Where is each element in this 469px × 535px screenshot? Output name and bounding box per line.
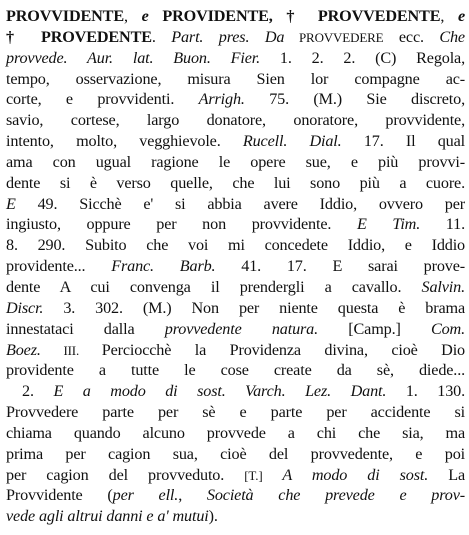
entry-text-segment: Franc. Barb. [111,257,216,276]
entry-text-segment: 3. 302. (M.) Non per niente questa è brama [43,298,465,317]
entry-line [6,360,465,381]
entry-text-segment: intento, molto, vegghievole. [6,132,243,151]
entry-text-segment: Perciocchè la Providenza divina, cioè Dio [101,340,465,359]
entry-text-segment: 17. Il qual [341,132,465,151]
entry-text-segment: A modo di sost. [262,465,429,484]
entry-line [6,423,465,444]
entry-text-segment: 1. 130. [386,382,465,401]
entry-text-segment: 49. Sicchè e' si abbia avere Iddio, ovvero per [15,194,465,213]
entry-line [6,381,465,402]
entry-text-segment: dente si è verso quelle, che lui sono più a cuore. [6,173,465,192]
entry-text-segment: ama con ugual ragione le opere sue, e più provvi- [6,152,465,171]
entry-text-segment: E Tim. [356,215,421,234]
entry-text-segment: [T.] [244,467,263,483]
entry-text-segment: , [440,7,458,25]
entry-text-segment: Discr. [6,298,44,317]
entry-text-segment: Com. [430,319,465,338]
entry-text-segment: providente... [6,257,112,276]
entry-line [6,506,465,527]
entry-text-segment: Arrigh. [198,90,245,109]
entry-text-segment: 41. 17. E sarai prove- [215,257,465,276]
entry-text-segment: Società che prevede e prov- [206,486,466,505]
entry-text-segment: 2. [22,382,54,401]
entry-text-segment: Salvin. [421,277,465,296]
entry-text-segment: e [457,7,466,25]
entry-text-segment: ). [208,507,218,526]
entry-line [6,277,465,298]
entry-line [6,194,465,215]
entry-text-segment: prima per cagion sua, cioè del provvedente, e poi [6,444,465,463]
entry-text-segment: Provvidente ( [6,486,113,505]
entry-line [6,69,465,90]
entry-text-segment: . [151,27,172,46]
entry-text-segment: Rucell. Dial. [242,132,342,151]
entry-line [6,27,465,48]
entry-line [6,89,465,110]
entry-text-segment: tempo, osservazione, misura Sien lor compagne ac- [6,69,465,88]
entry-text-segment: [Camp.] [318,319,431,338]
entry-line [6,444,465,465]
entry-text-segment: 1. 2. 2. (C) Regola, [260,48,465,67]
entry-text-segment: dente A cui convenga il prendergli a cavallo. [6,277,422,296]
entry-text-segment: per ell. [112,486,179,505]
entry-text-segment: E a modo di sost. Varch. Lez. Dant. [53,382,387,401]
entry-text-segment: PROVIDENTE [148,7,269,25]
entry-text-segment: chiama quando alcuno provvede a chi che sia, ma [6,423,465,442]
entry-text-segment: 8. 290. Subito che voi mi concedete Iddio, e Iddio [6,236,465,255]
entry-text-segment: , † PROVVEDENTE [268,7,441,25]
entry-text-segment: Provvedere parte per sè e parte per accidente si [6,403,465,422]
entry-text-segment: PROVVEDERE [284,29,384,45]
entry-text-segment: Part. pres. Da [171,27,285,46]
entry-text-segment: e [141,7,149,25]
entry-text-segment: corte, e provvidenti. [6,90,199,109]
entry-line [6,152,465,173]
entry-text-segment: La [428,465,466,484]
entry-text-segment: per cagion del provveduto. [6,465,245,484]
entry-line [6,340,465,361]
entry-text-segment: 75. (M.) Sie discreto, [244,90,465,109]
entry-line [6,173,465,194]
entry-text-segment: Boez. [6,340,41,359]
entry-text-segment: † PROVEDENTE [6,27,152,46]
entry-text-segment: , [123,7,142,25]
entry-line [6,6,465,27]
entry-line [6,402,465,423]
entry-line [6,110,465,131]
entry-line [6,214,465,235]
entry-text-segment: provvede. Aur. lat. Buon. Fier. [6,48,261,67]
entry-text-segment: ingiusto, oppure per non provvidente. [6,215,357,234]
entry-text-segment: ecc. [383,27,440,46]
entry-text-segment: provvedente natura. [164,319,319,338]
entry-line [6,319,465,340]
entry-text-segment: Che [439,27,465,46]
entry-text-segment: E [6,194,16,213]
entry-text-segment: PROVVIDENTE [6,7,124,25]
entry-text-segment: providente a tutte le cose create da sè, diede... [6,361,465,380]
entry-text-segment: savio, cortese, largo donatore, onoratore, provvidente, [6,111,465,130]
entry-line [6,131,465,152]
entry-text-segment: III. [40,342,102,358]
entry-line [6,256,465,277]
entry-line [6,485,465,506]
entry-line [6,465,465,486]
entry-text-segment: 11. [420,215,465,234]
dictionary-entry [6,6,465,527]
entry-text-segment: vede agli altrui danni e a' mutui [6,507,209,526]
entry-text-segment: , [178,486,207,505]
entry-text-segment: innestataci dalla [6,319,165,338]
entry-line [6,298,465,319]
entry-line [6,48,465,69]
entry-line [6,235,465,256]
